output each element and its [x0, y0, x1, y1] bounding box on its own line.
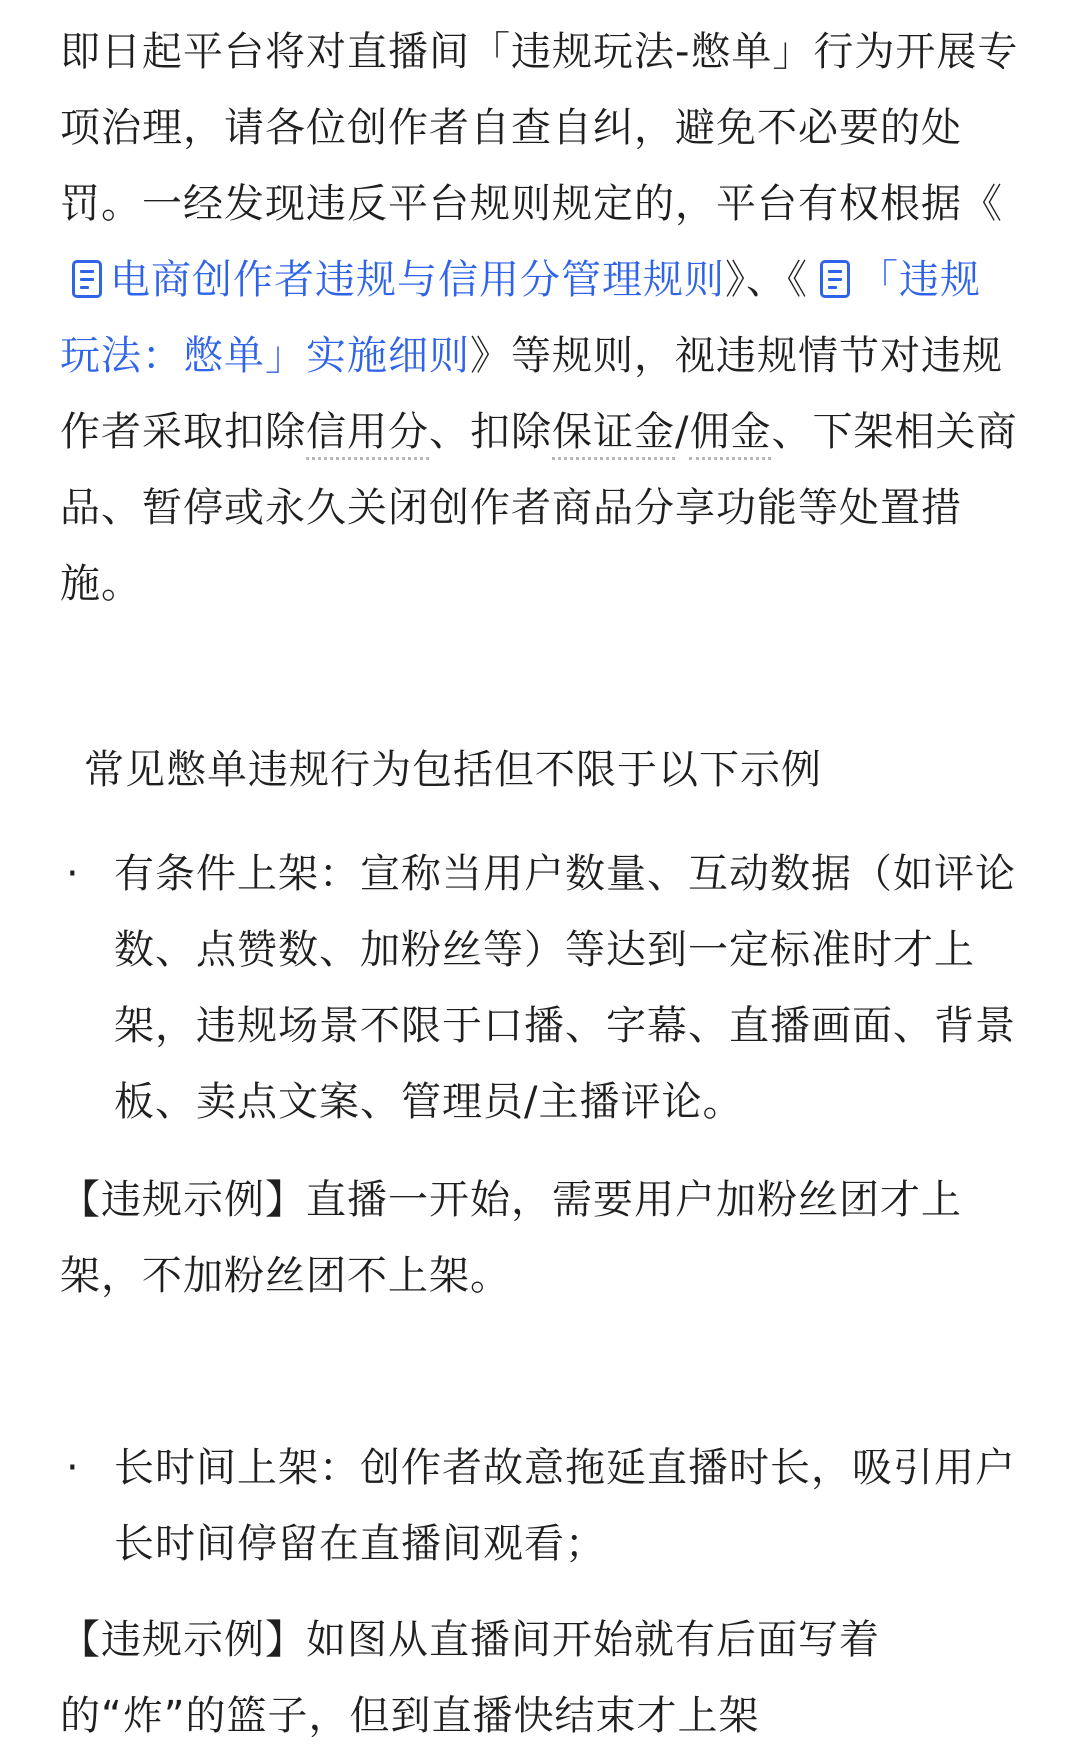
intro-text-f: 、下架相关商品、暂停或永久关闭创作者商品分享功能等处置措施。 [60, 409, 1018, 607]
bullet-text: 有条件上架：宣称当用户数量、互动数据（如评论数、点赞数、加粉丝等）等达到一定标准时才上架，违规场景不限于口播、字幕、直播画面、背景板、卖点文案、管理员/主播评论。 [114, 851, 1016, 1125]
intro-text-e: / [675, 409, 690, 455]
list-item [60, 1430, 1020, 1582]
example-paragraph: 【违规示例】如图从直播间开始就有后面写着的“炸”的篮子，但到直播快结束才上架 [60, 1617, 880, 1739]
bullet-dot: · [66, 851, 80, 897]
section-heading: 常见憋单违规行为包括但不限于以下示例 [84, 747, 822, 793]
list-item [60, 836, 1020, 1140]
intro-text-d: 、扣除 [429, 409, 552, 455]
rule-link-detail-label: 「违规玩法：憋单」实施细则 [60, 257, 981, 379]
intro-paragraph [60, 14, 1020, 622]
intro-text-a: 即日起平台将对直播间「违规玩法-憋单」行为开展专项治理，请各位创作者自查自纠，避免不必要的处罚。一经发现违反平台规则规定的，平台有权根据《 [60, 29, 1019, 227]
term-credit-score[interactable]: 信用分 [306, 409, 429, 460]
rule-link-credit[interactable] [60, 257, 725, 303]
term-deposit[interactable]: 保证金 [552, 409, 675, 460]
example-paragraph: 【违规示例】直播一开始，需要用户加粉丝团才上架，不加粉丝团不上架。 [60, 1177, 962, 1299]
intro-text-b: 》、《 [725, 257, 808, 303]
bullet-text: 长时间上架：创作者故意拖延直播时长，吸引用户长时间停留在直播间观看； [114, 1445, 1016, 1567]
bullet-dot: · [66, 1445, 80, 1491]
rule-link-credit-label: 电商创作者违规与信用分管理规则 [110, 257, 725, 303]
document-icon [72, 260, 102, 298]
term-commission[interactable]: 佣金 [689, 409, 771, 460]
document-icon [820, 260, 850, 298]
intro-text-c: 》等规则，视违规情节对违规作者采取扣除 [60, 333, 1003, 455]
